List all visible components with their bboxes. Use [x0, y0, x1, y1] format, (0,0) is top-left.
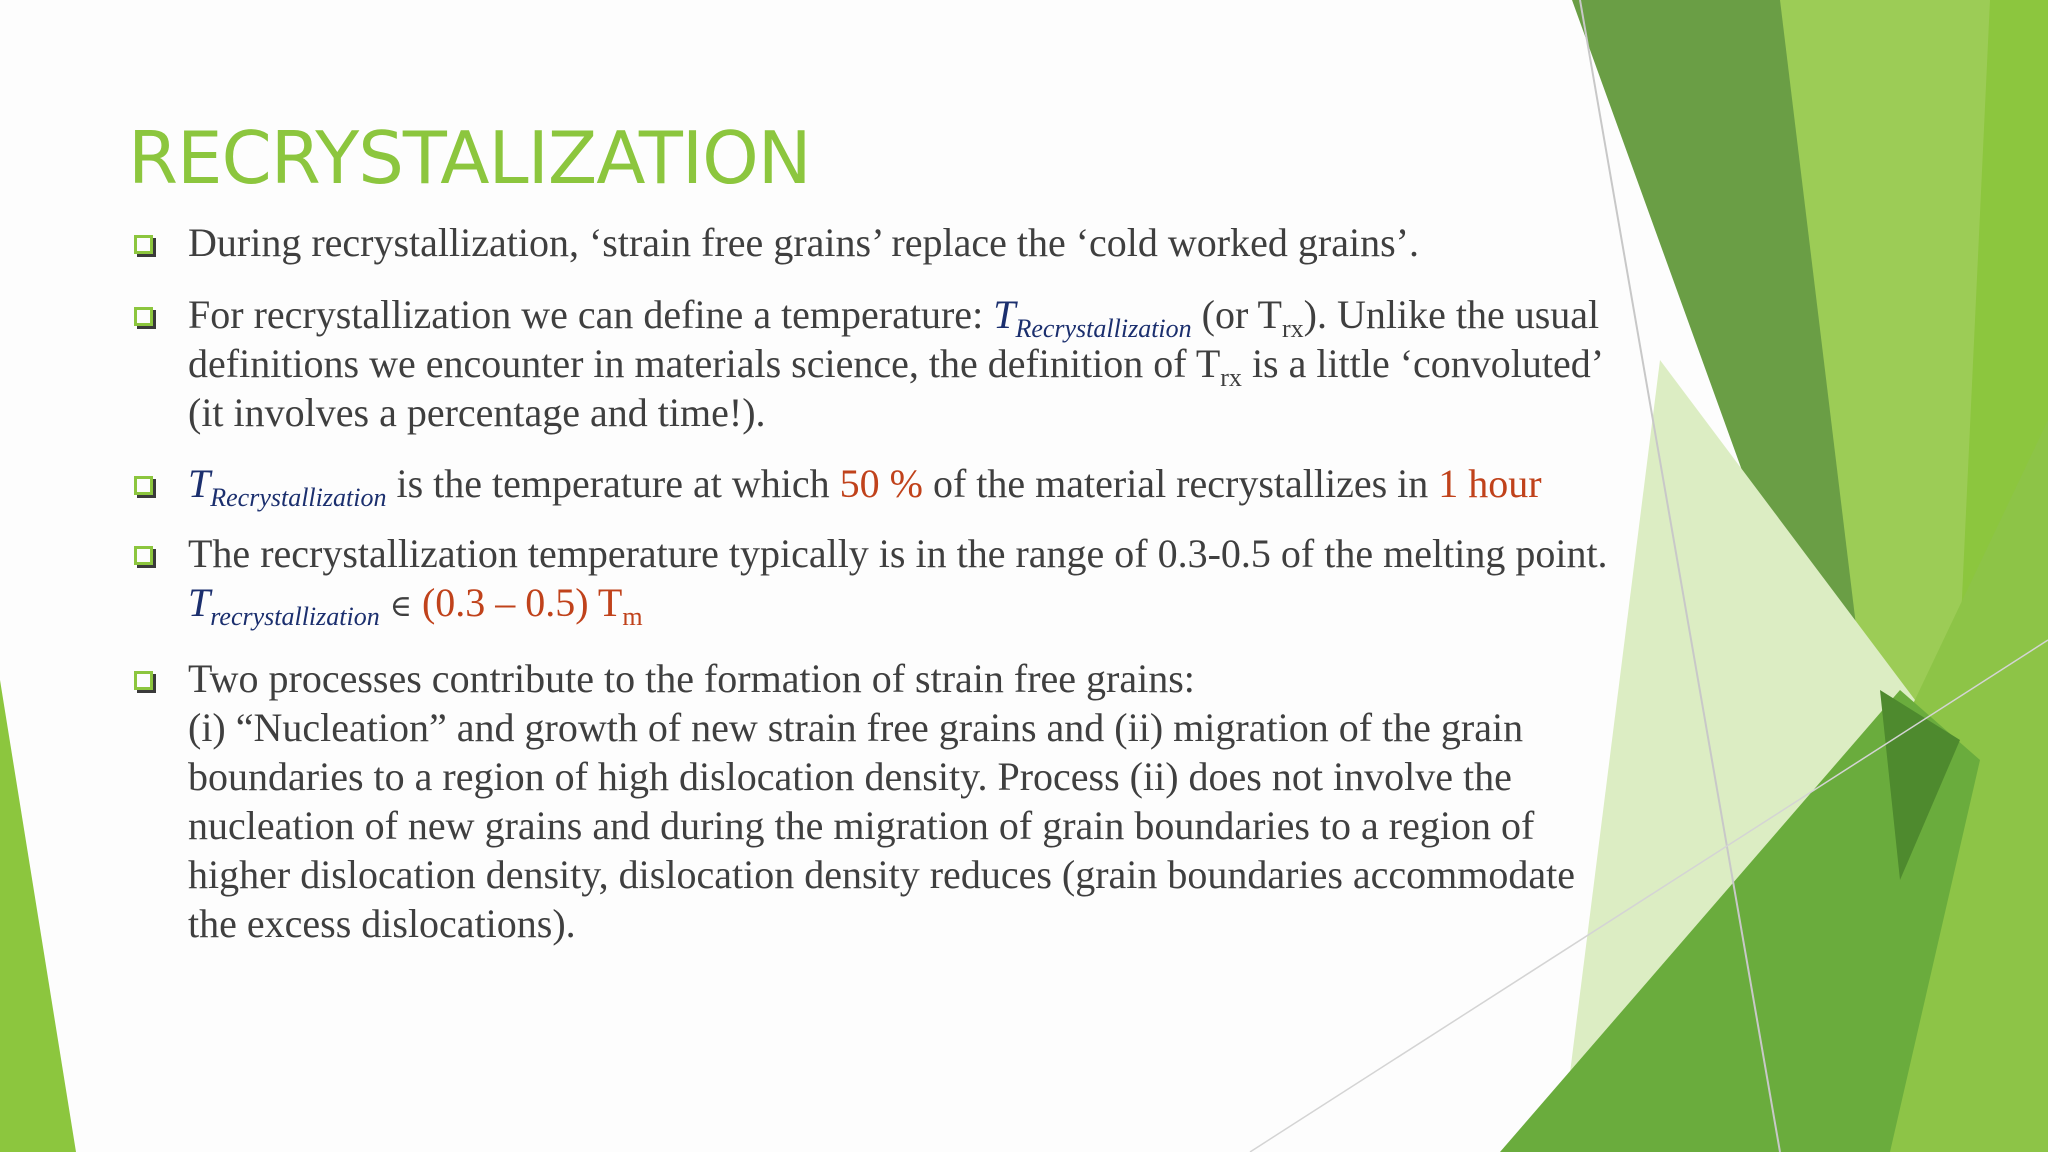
bullet-trx-definition — [130, 459, 1630, 512]
bullet-temperature-range — [130, 529, 1630, 631]
bullet-text: The recrystallization temperature typically is in the range of 0.3-0.5 of the melting point. — [188, 531, 1608, 576]
subscript: rx — [1220, 363, 1242, 392]
bullet-text: of the material recrystallizes in — [922, 461, 1439, 506]
t-recrystallization-symbol: $T_{recrystallization}$ — [188, 580, 380, 631]
highlight-percentage: 50 % — [839, 461, 923, 506]
bullet-strain-free-grains — [130, 218, 1630, 267]
bullet-text: Two processes contribute to the formation of strain free grains: — [188, 656, 1195, 701]
checkbox-bullet-icon — [134, 671, 153, 690]
bullet-text: ). Unlike the usual definitions we encounter in materials science, the definition of T — [188, 292, 1600, 386]
bullet-define-temperature — [130, 290, 1630, 437]
checkbox-bullet-icon — [134, 546, 153, 565]
bullet-text: During recrystallization, ‘strain free grains’ replace the ‘cold worked grains’. — [188, 220, 1419, 265]
melting-range: (0.3 – 0.5) $T_m$ — [421, 580, 643, 631]
bullet-text: (or T — [1191, 292, 1282, 337]
checkbox-bullet-icon — [134, 235, 153, 254]
bullet-text: For recrystallization we can define a temperature: — [188, 292, 994, 337]
t-recrystallization-symbol: $T_{Recrystallization}$ — [993, 292, 1192, 343]
bullet-two-processes — [130, 654, 1630, 948]
bullet-list — [130, 218, 1630, 948]
bullet-text: is a little ‘convoluted’ (it involves a percentage and time!). — [188, 341, 1602, 435]
slide-title: RECRYSTALIZATION — [128, 116, 811, 200]
highlight-time: 1 hour — [1438, 461, 1542, 506]
checkbox-bullet-icon — [134, 476, 153, 495]
bullet-text: is the temperature at which — [386, 461, 840, 506]
bullet-text: (i) “Nucleation” and growth of new strain free grains and (ii) migration of the grain boundaries to a region of high dislocation density. Process (ii) does not involve the nucleation of new grains and during the migration of grain boundaries to a region of higher dislocation density, dislocation density reduces (grain boundaries accommodate the excess dislocations). — [188, 705, 1576, 946]
left-accent-shape — [0, 680, 76, 1152]
element-of-symbol: ∈ — [389, 589, 412, 624]
t-recrystallization-symbol: $T_{Recrystallization}$ — [188, 461, 387, 512]
checkbox-bullet-icon — [134, 307, 153, 326]
subscript: rx — [1282, 314, 1304, 343]
